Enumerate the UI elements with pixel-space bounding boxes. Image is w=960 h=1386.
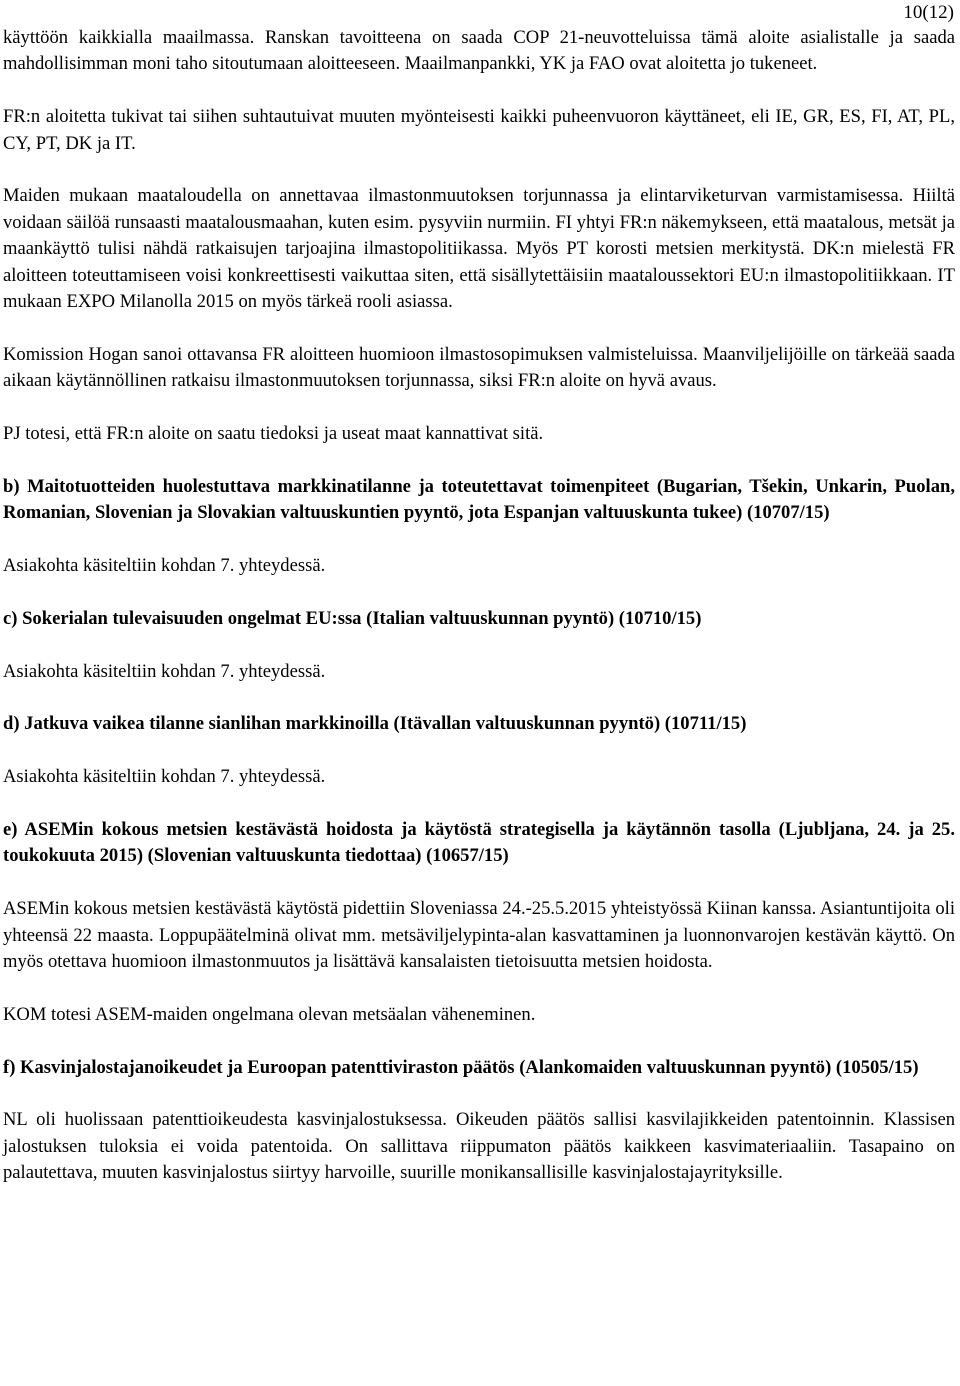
- document-body: [3, 25, 955, 1187]
- heading-item-b-dairy: b) Maitotuotteiden huolestuttava markkinatilanne ja toteutettavat toimenpiteet (Bugarian, Tšekin, Unkarin, Puolan, Romanian, Slovenian ja Slovakian valtuuskuntien pyyntö, jota Espanjan valtuuskunta tukee) (10707/15): [3, 475, 955, 524]
- paragraph-agriculture-climate: Maiden mukaan maataloudella on annettavaa ilmastonmuutoksen torjunnassa ja elintarviketurvan varmistamisessa. Hiiltä voidaan säilöä runsaasti maatalousmaahan, kuten esim. pysyviin nurmiin. FI yhtyi FR:n näkemykseen, että maatalous, metsät ja maankäyttö tulisi nähdä ratkaisujen tarjoajina ilmastopolitiikassa. Myös PT korosti metsien merkitystä. DK:n mielestä FR aloitteen toteuttamiseen voisi konkreettisesti vaikuttaa siten, että sisällytettäisiin maataloussektori EU:n ilmastopolitiikkaan. IT mukaan EXPO Milanolla 2015 on myös tärkeä rooli asiassa.: [3, 185, 955, 313]
- heading-item-d-pigmeat: d) Jatkuva vaikea tilanne sianlihan markkinoilla (Itävallan valtuuskunnan pyyntö) (10711/15): [3, 713, 747, 735]
- paragraph-commission-hogan: Komission Hogan sanoi ottavansa FR aloitteen huomioon ilmastosopimuksen valmisteluissa. Maanviljelijöille on tärkeää saada aikaan käytännöllinen ratkaisu ilmastonmuutoksen torjunnassa, siksi FR:n aloite on hyvä avaus.: [3, 343, 955, 392]
- heading-item-c-sugar: c) Sokerialan tulevaisuuden ongelmat EU:ssa (Italian valtuuskunnan pyyntö) (10710/15): [3, 607, 702, 629]
- paragraph-item-e-asem-meeting: ASEMin kokous metsien kestävästä käytöstä pidettiin Sloveniassa 24.-25.5.2015 yhteistyössä Kiinan kanssa. Asiantuntijoita oli yhteensä 22 maasta. Loppupäätelminä olivat mm. metsäviljelypinta-alan kasvattaminen ja luonnonvarojen kestävän käyttö. On myös otettava huomioon ilmastonmuutos ja lisättävä kansalaisten tietoisuutta metsien hoidosta.: [3, 898, 955, 973]
- paragraph-chair-conclusion: PJ totesi, että FR:n aloite on saatu tiedoksi ja useat maat kannattivat sitä.: [3, 423, 544, 445]
- heading-item-f-plant-breeders: f) Kasvinjalostajanoikeudet ja Euroopan patenttiviraston päätös (Alankomaiden valtuuskunnan pyyntö) (10505/15): [3, 1056, 919, 1078]
- paragraph-cop21-initiative: käyttöön kaikkialla maailmassa. Ranskan tavoitteena on saada COP 21-neuvotteluissa tämä aloite asialistalle ja saada mahdollisimman moni taho sitoutumaan aloitteeseen. Maailmanpankki, YK ja FAO ovat aloitetta jo tukeneet.: [3, 27, 955, 75]
- paragraph-item-f-netherlands: NL oli huolissaan patenttioikeudesta kasvinjalostuksessa. Oikeuden päätös sallisi kasvilajikkeiden patentoinnin. Klassisen jalostuksen tuloksia ei voida patentoida. On sallittava riippumaton päätös kaikkeen kasvimateriaaliin. Tasapaino on palautettava, muuten kasvinjalostus siirtyy harvoille, suurille monikansallisille kasvinjalostajayrityksille.: [3, 1109, 955, 1184]
- paragraph-item-d-note: Asiakohta käsiteltiin kohdan 7. yhteydessä.: [3, 766, 326, 788]
- heading-item-e-asem: e) ASEMin kokous metsien kestävästä hoidosta ja käytöstä strategisella ja käytännön tasolla (Ljubljana, 24. ja 25. toukokuuta 2015) (Slovenian valtuuskunta tiedottaa) (10657/15): [3, 819, 955, 867]
- paragraph-item-c-note: Asiakohta käsiteltiin kohdan 7. yhteydessä.: [3, 660, 326, 682]
- paragraph-member-support: FR:n aloitetta tukivat tai siihen suhtautuivat muuten myönteisesti kaikki puheenvuoron käyttäneet, eli IE, GR, ES, FI, AT, PL, CY, PT, DK ja IT.: [3, 106, 955, 154]
- page-number: 10(12): [903, 2, 954, 23]
- paragraph-item-e-commission: KOM totesi ASEM-maiden ongelmana olevan metsäalan väheneminen.: [3, 1003, 536, 1025]
- paragraph-item-b-note: Asiakohta käsiteltiin kohdan 7. yhteydessä.: [3, 555, 326, 577]
